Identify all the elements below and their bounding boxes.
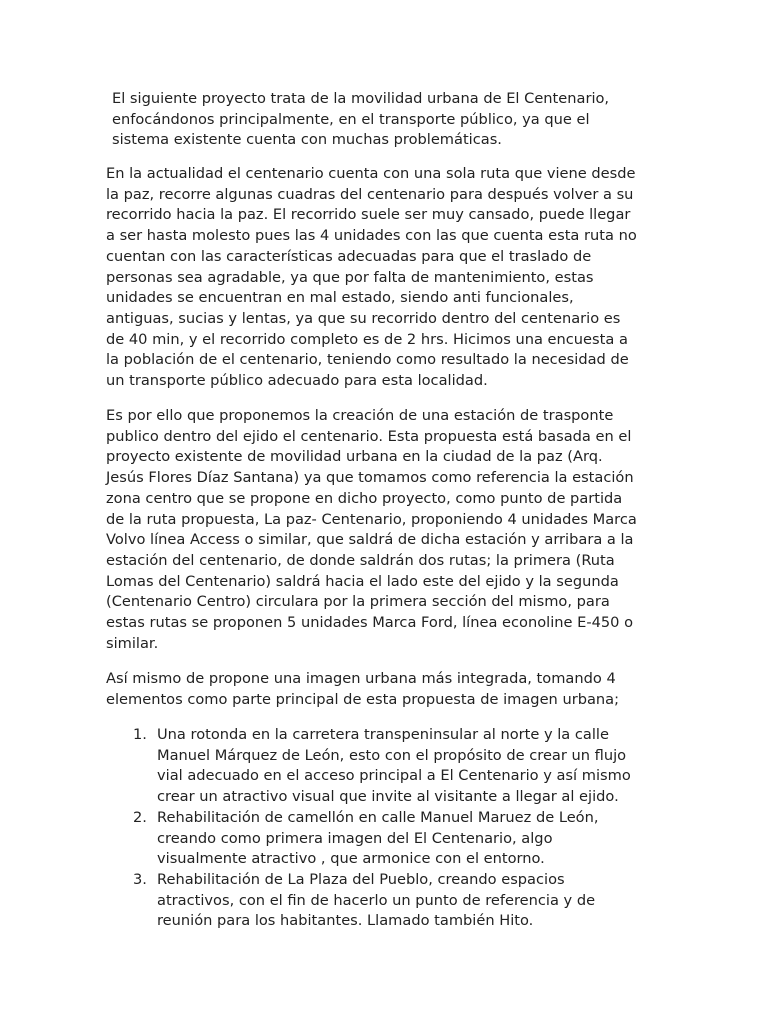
text-line: Rehabilitación de La Plaza del Pueblo, creando espacios [157, 870, 565, 888]
text-line: estas rutas se proponen 5 unidades Marca Ford, línea econoline E-450 o [106, 614, 634, 632]
paragraph-proposal [106, 406, 666, 654]
text-line: Lomas del Centenario) saldrá hacia el lado este del ejido y la segunda [106, 572, 619, 590]
text-line: antiguas, sucias y lentas, ya que su recorrido dentro del centenario es [106, 309, 621, 327]
text-line: proyecto existente de movilidad urbana en la ciudad de la paz (Arq. [106, 448, 603, 466]
list-number: 1. [133, 726, 147, 743]
paragraph-urban-image [106, 669, 666, 710]
text-line: atractivos, con el fin de hacerlo un punto de referencia y de [157, 891, 596, 909]
text-line: enfocándonos principalmente, en el transporte público, ya que el [112, 110, 590, 128]
text-line: En la actualidad el centenario cuenta con una sola ruta que viene desde [106, 165, 636, 182]
text-line: a ser hasta molesto pues las 4 unidades con las que cuenta esta ruta no [106, 227, 637, 245]
text-line: creando como primera imagen del El Centenario, algo [157, 829, 553, 847]
list-item [106, 870, 666, 932]
text-line: vial adecuado en el acceso principal a El Centenario y así mismo [157, 767, 631, 785]
paragraph-current-situation [106, 164, 666, 392]
text-line: zona centro que se propone en dicho proyecto, como punto de partida [106, 489, 623, 507]
text-line: unidades se encuentran en mal estado, siendo anti funcionales, [106, 289, 574, 307]
text-line: Así mismo de propone una imagen urbana más integrada, tomando 4 [106, 670, 616, 687]
intro-paragraph [112, 89, 672, 151]
text-line: Una rotonda en la carretera transpeninsular al norte y la calle [157, 726, 609, 743]
list-number: 3. [133, 870, 147, 888]
text-line: (Centenario Centro) circulara por la primera sección del mismo, para [106, 593, 610, 611]
text-line: sistema existente cuenta con muchas problemáticas. [112, 131, 502, 149]
text-line: reunión para los habitantes. Llamado también Hito. [157, 912, 534, 930]
numbered-list [106, 725, 666, 932]
text-line: cuentan con las características adecuadas para que el traslado de [106, 247, 592, 265]
text-line: Jesús Flores Díaz Santana) ya que tomamos como referencia la estación [106, 469, 634, 487]
list-item [106, 725, 666, 808]
list-item [106, 808, 666, 870]
text-line: Es por ello que proponemos la creación de una estación de trasponte [106, 407, 614, 424]
text-line: El siguiente proyecto trata de la movilidad urbana de El Centenario, [112, 90, 610, 107]
text-line: recorrido hacia la paz. El recorrido suele ser muy cansado, puede llegar [106, 206, 631, 224]
text-line: Rehabilitación de camellón en calle Manuel Maruez de León, [157, 808, 599, 826]
text-line: la paz, recorre algunas cuadras del centenario para después volver a su [106, 185, 634, 203]
text-line: personas sea agradable, ya que por falta de mantenimiento, estas [106, 268, 594, 286]
text-line: de 40 min, y el recorrido completo es de 2 hrs. Hicimos una encuesta a [106, 330, 628, 348]
text-line: Volvo línea Access o similar, que saldrá de dicha estación y arribara a la [106, 531, 634, 549]
text-line: crear un atractivo visual que invite al visitante a llegar al ejido. [157, 788, 619, 806]
text-line: visualmente atractivo , que armonice con el entorno. [157, 850, 545, 868]
text-line: un transporte público adecuado para esta localidad. [106, 372, 488, 390]
text-line: publico dentro del ejido el centenario. Esta propuesta está basada en el [106, 427, 632, 445]
text-line: Manuel Márquez de León, esto con el propósito de crear un flujo [157, 746, 627, 764]
text-line: elementos como parte principal de esta propuesta de imagen urbana; [106, 690, 620, 708]
text-line: la población de el centenario, teniendo como resultado la necesidad de [106, 351, 629, 369]
text-line: de la ruta propuesta, La paz- Centenario, proponiendo 4 unidades Marca [106, 510, 637, 528]
text-line: estación del centenario, de donde saldrán dos rutas; la primera (Ruta [106, 551, 615, 569]
list-number: 2. [133, 808, 147, 826]
text-line: similar. [106, 634, 159, 652]
